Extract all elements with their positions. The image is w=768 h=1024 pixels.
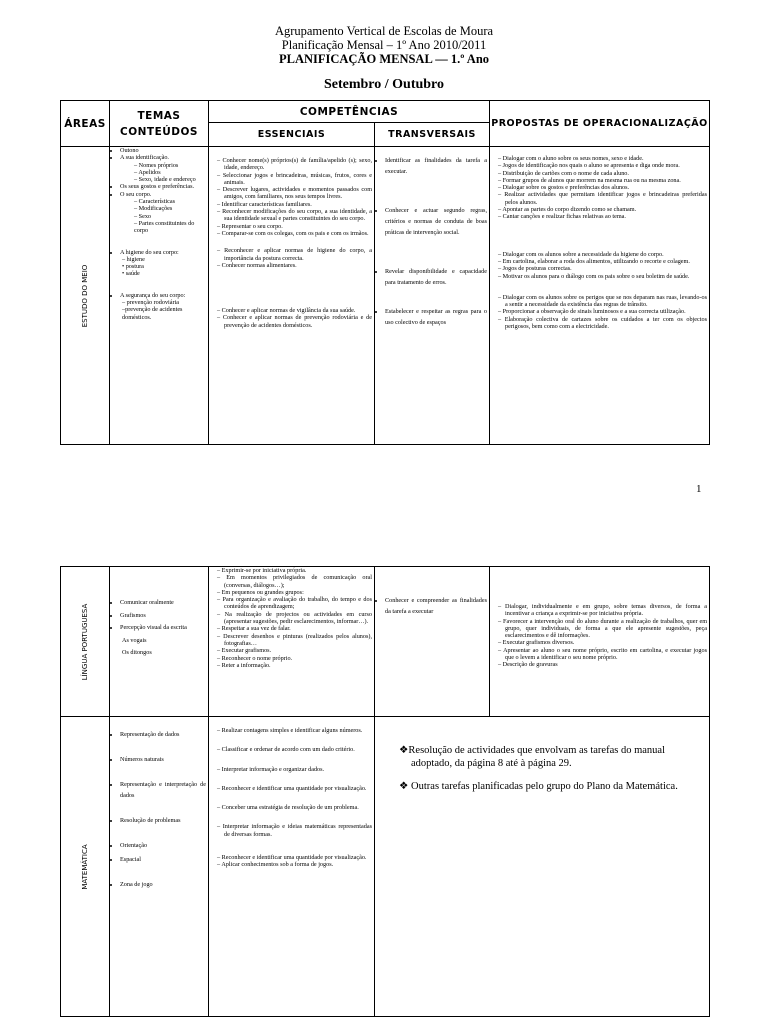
school-name: Agrupamento Vertical de Escolas de Moura xyxy=(274,24,494,38)
list-item: – Reconhecer e identificar uma quantidade por visualização. xyxy=(217,785,372,792)
list-item: – Interpretar informação e organizar dados. xyxy=(217,766,372,773)
list-item: • Conhecer e compreender as finalidades da tarefa a executar xyxy=(385,595,487,617)
list-item: – Nomes próprios xyxy=(134,162,206,169)
header-essenciais: ESSENCIAIS xyxy=(209,123,375,147)
area-lingua-portuguesa xyxy=(61,567,110,717)
list-item: • Comunicar oralmente xyxy=(120,597,206,610)
propostas-estudo-meio xyxy=(490,147,710,445)
note-manual-tasks: ❖Resolução de actividades que envolvam as tarefas do manual adoptado, da página 8 até à página 29. xyxy=(399,745,665,769)
list-item: – Comparar-se com os colegas, com os pais e com os irmãos. xyxy=(217,230,372,237)
list-item: – Realizar actividades que permitam identificar jogos e brincadeiras preferidas pelos alunos. xyxy=(498,191,707,206)
list-item: – Para organização e avaliação do trabalho, do tempo e dos conteúdos de aprendizagem; xyxy=(217,596,372,611)
essenciais-estudo-meio xyxy=(209,147,375,445)
list-item: • A higiene do seu corpo: – higiene • postura • saúde xyxy=(120,249,206,278)
note-other-tasks: ❖ Outras tarefas planificadas pelo grupo do Plano da Matemática. xyxy=(399,781,678,792)
list-item: – Dialogar, individualmente e em grupo, sobre temas diversos, de forma a incentivar a criança a exprimir-se por iniciativa própria. xyxy=(498,603,707,618)
list-item: – prevenção rodoviária xyxy=(122,299,180,307)
area-label: MATEMÁTICA xyxy=(81,843,89,890)
essenciais-lingua xyxy=(209,567,375,717)
list-item: – Cantar canções e realizar fichas relativas ao tema. xyxy=(498,213,707,220)
list-item: – Dialogar com os alunos sobre a necessidade da higiene do corpo. xyxy=(498,251,707,258)
list-item: • Representação de dados xyxy=(120,729,206,740)
list-item: • postura xyxy=(122,263,144,271)
list-item: – Seleccionar jogos e brincadeiras, músicas, frutos, cores e animais. xyxy=(217,172,372,187)
list-item: – Reconhecer e identificar uma quantidade por visualização. xyxy=(217,854,372,861)
list-item: – Conhecer e aplicar normas de prevenção rodoviária e de prevenção de acidentes domésticos. xyxy=(217,314,372,329)
temas-estudo-meio xyxy=(110,147,209,445)
list-item: – Formar grupos de alunos que morrem na mesma rua ou na mesma zona. xyxy=(498,177,707,184)
list-item: – Apresentar ao aluno o seu nome próprio, escrito em cartolina, e executar jogos que o levem a identificar o seu nome próprio. xyxy=(498,647,707,662)
list-item: – Em pequenos ou grandes grupos: xyxy=(217,589,372,596)
plan-table-estudo-meio xyxy=(60,100,710,445)
area-label: ESTUDO DO MEIO xyxy=(81,264,89,327)
list-item: – Conceber uma estratégia de resolução de um problema. xyxy=(217,804,372,811)
list-item: • Percepção visual da escrita xyxy=(120,622,206,635)
list-item: – Sexo xyxy=(134,213,206,220)
month-title: Setembro / Outubro xyxy=(323,77,445,92)
list-item: – Jogos de posturas correctas. xyxy=(498,265,707,272)
list-item: • Os seus gostos e preferências. xyxy=(120,183,206,190)
list-item: – Aplicar conhecimentos sob a forma de jogos. xyxy=(217,861,372,868)
area-estudo-meio xyxy=(61,147,110,445)
list-item: – Elaboração colectiva de cartazes sobre os cuidados a ter com os objectos perigosos, bem como com a electricidade. xyxy=(498,316,707,331)
transversais-estudo-meio xyxy=(375,147,490,445)
list-item: – Partes constituintes do corpo xyxy=(134,220,206,235)
list-item: – Conhecer nome(s) próprios(s) de família/apelido (s); sexo, idade, endereço. xyxy=(217,157,372,172)
list-item: – Dialogar sobre os gostos e preferências dos alunos. xyxy=(498,184,707,191)
list-item: – higiene xyxy=(122,255,145,263)
essenciais-matematica xyxy=(209,717,375,1017)
list-item: • Identificar as finalidades da tarefa a executar. xyxy=(385,155,487,177)
temas-matematica xyxy=(110,717,209,1017)
list-item: – Interpretar informação e ideias matemáticas representadas de diversas formas. xyxy=(217,823,372,838)
list-item: – Apelidos xyxy=(134,169,206,176)
list-item: – Características xyxy=(134,198,206,205)
list-item: • Grafismos xyxy=(120,610,206,623)
list-item: • A segurança do seu corpo: – prevenção rodoviária –prevenção de acidentes domésticos. xyxy=(120,292,206,321)
header-areas: ÁREAS xyxy=(61,101,110,147)
list-item: • saúde xyxy=(122,270,140,278)
list-item: – Favorecer a intervenção oral do aluno durante a realização de trabalhos, quer em grupo, quer individuais, de forma a que ele apresente sugestões, peça esclarecimentos e dê informações. xyxy=(498,618,707,640)
list-item: – Conhecer normas alimentares. xyxy=(217,262,372,269)
page-number: 1 xyxy=(696,483,702,495)
list-item: – Modificações xyxy=(134,205,206,212)
list-item: • A sua identificação. – Nomes próprios – Apelidos – Sexo, idade e endereço xyxy=(120,154,206,183)
list-item: • O seu corpo. – Características – Modificações – Sexo – Partes constituintes do corpo xyxy=(120,191,206,235)
list-item: – Distribuição de cartões com o nome de cada aluno. xyxy=(498,170,707,177)
list-item: – Reter a informação. xyxy=(217,662,372,669)
list-item: – Realizar contagens simples e identificar alguns números. xyxy=(217,727,372,734)
list-item: – Respeitar a sua vez de falar. xyxy=(217,625,372,632)
header-temas-conteudos xyxy=(110,101,209,147)
list-item: – Em cartolina, elaborar a roda dos alimentos, utilizando o recorte e colagem. xyxy=(498,258,707,265)
list-item: • Representação e interpretação de dados xyxy=(120,779,206,801)
plan-title: PLANIFICAÇÃO MENSAL — 1.º Ano xyxy=(278,52,490,66)
list-item: – Motivar os alunos para o diálogo com os pais sobre o seu boletim de saúde. xyxy=(498,273,707,280)
plan-table-lingua-matematica xyxy=(60,566,710,1017)
list-item: • Estabelecer e respeitar as regras para o uso colectivo de espaços xyxy=(385,306,487,328)
list-item: • Números naturais xyxy=(120,754,206,765)
list-item: – Executar grafismos. xyxy=(217,647,372,654)
list-item: – Dialogar com o aluno sobre os seus nomes, sexo e idade. xyxy=(498,155,707,162)
list-item: • Espacial xyxy=(120,854,206,865)
list-item: Os ditongos xyxy=(122,649,152,656)
list-item: • Conhecer e actuar segundo regras, critérios e normas de conduta de boas práticas de intervenção social. xyxy=(385,205,487,238)
header-propostas: PROPOSTAS DE OPERACIONALIZAÇÃO xyxy=(490,101,710,147)
list-item: – Apontar as partes do corpo dizendo como se chamam. xyxy=(498,206,707,213)
list-item: – Descrever lugares, actividades e momentos passados com amigos, com familiares, nos seus tempos livres. xyxy=(217,186,372,201)
list-item: • Resolução de problemas xyxy=(120,815,206,826)
list-item: – Identificar características familiares. xyxy=(217,201,372,208)
list-item: – Na realização de projectos ou actividades em curso (apresentar sugestões, pedir esclarecimentos, informar…). xyxy=(217,611,372,626)
area-label: LÍNGUA PORTUGUESA xyxy=(81,603,89,680)
header-competencias: COMPETÊNCIAS xyxy=(209,101,490,123)
list-item: –prevenção de acidentes domésticos. xyxy=(122,306,183,321)
list-item: – Dialogar com os alunos sobre os perigos que se nos deparam nas ruas, levando-os a sentir a necessidade da existência das regras de trânsito. xyxy=(498,294,707,309)
list-item: – Conhecer e aplicar normas de vigilância da sua saúde. xyxy=(217,307,372,314)
list-item: – Representar o seu corpo. xyxy=(217,223,372,230)
area-matematica xyxy=(61,717,110,1017)
list-item: • Orientação xyxy=(120,840,206,851)
list-item: – Proporcionar a observação de sinais luminosos e a sua correcta utilização. xyxy=(498,308,707,315)
transversais-lingua xyxy=(375,567,490,717)
list-item: • Revelar disponibilidade e capacidade para tratamento de erros. xyxy=(385,266,487,288)
header-temas: TEMAS xyxy=(137,109,181,122)
list-item: – Reconhecer modificações do seu corpo, a sua identidade, a sua identidade sexual e partes constituintes do seu corpo. xyxy=(217,208,372,223)
list-item: – Reconhecer o nome próprio. xyxy=(217,655,372,662)
list-item: – Reconhecer e aplicar normas de higiene do corpo, a importância da postura correcta. xyxy=(217,247,372,262)
list-item: – Em momentos privilegiados de comunicação oral (conversas, diálogos…); xyxy=(217,574,372,589)
list-item: – Descrição de gravuras xyxy=(498,661,707,668)
list-item: • Outono xyxy=(120,147,206,154)
matematica-notes-cell xyxy=(375,717,710,1017)
list-item: – Exprimir-se por iniciativa própria. xyxy=(217,567,372,574)
header-transversais: TRANSVERSAIS xyxy=(375,123,490,147)
document-header xyxy=(0,24,768,93)
list-item: – Jogos de identificação nos quais o aluno se apresenta e diga onde mora. xyxy=(498,162,707,169)
plan-subtitle: Planificação Mensal – 1º Ano 2010/2011 xyxy=(281,38,487,52)
list-item: – Classificar e ordenar de acordo com um dado critério. xyxy=(217,746,372,753)
list-item: As vogais xyxy=(122,636,147,644)
list-item: – Sexo, idade e endereço xyxy=(134,176,206,183)
propostas-lingua xyxy=(490,567,710,717)
list-item: – Descrever desenhos e pinturas (realizados pelos alunos), fotografias… xyxy=(217,633,372,648)
header-conteudos: CONTEÚDOS xyxy=(120,125,198,138)
list-item: – Executar grafismos diversos. xyxy=(498,639,707,646)
temas-lingua xyxy=(110,567,209,717)
list-item: • Zona de jogo xyxy=(120,879,206,890)
